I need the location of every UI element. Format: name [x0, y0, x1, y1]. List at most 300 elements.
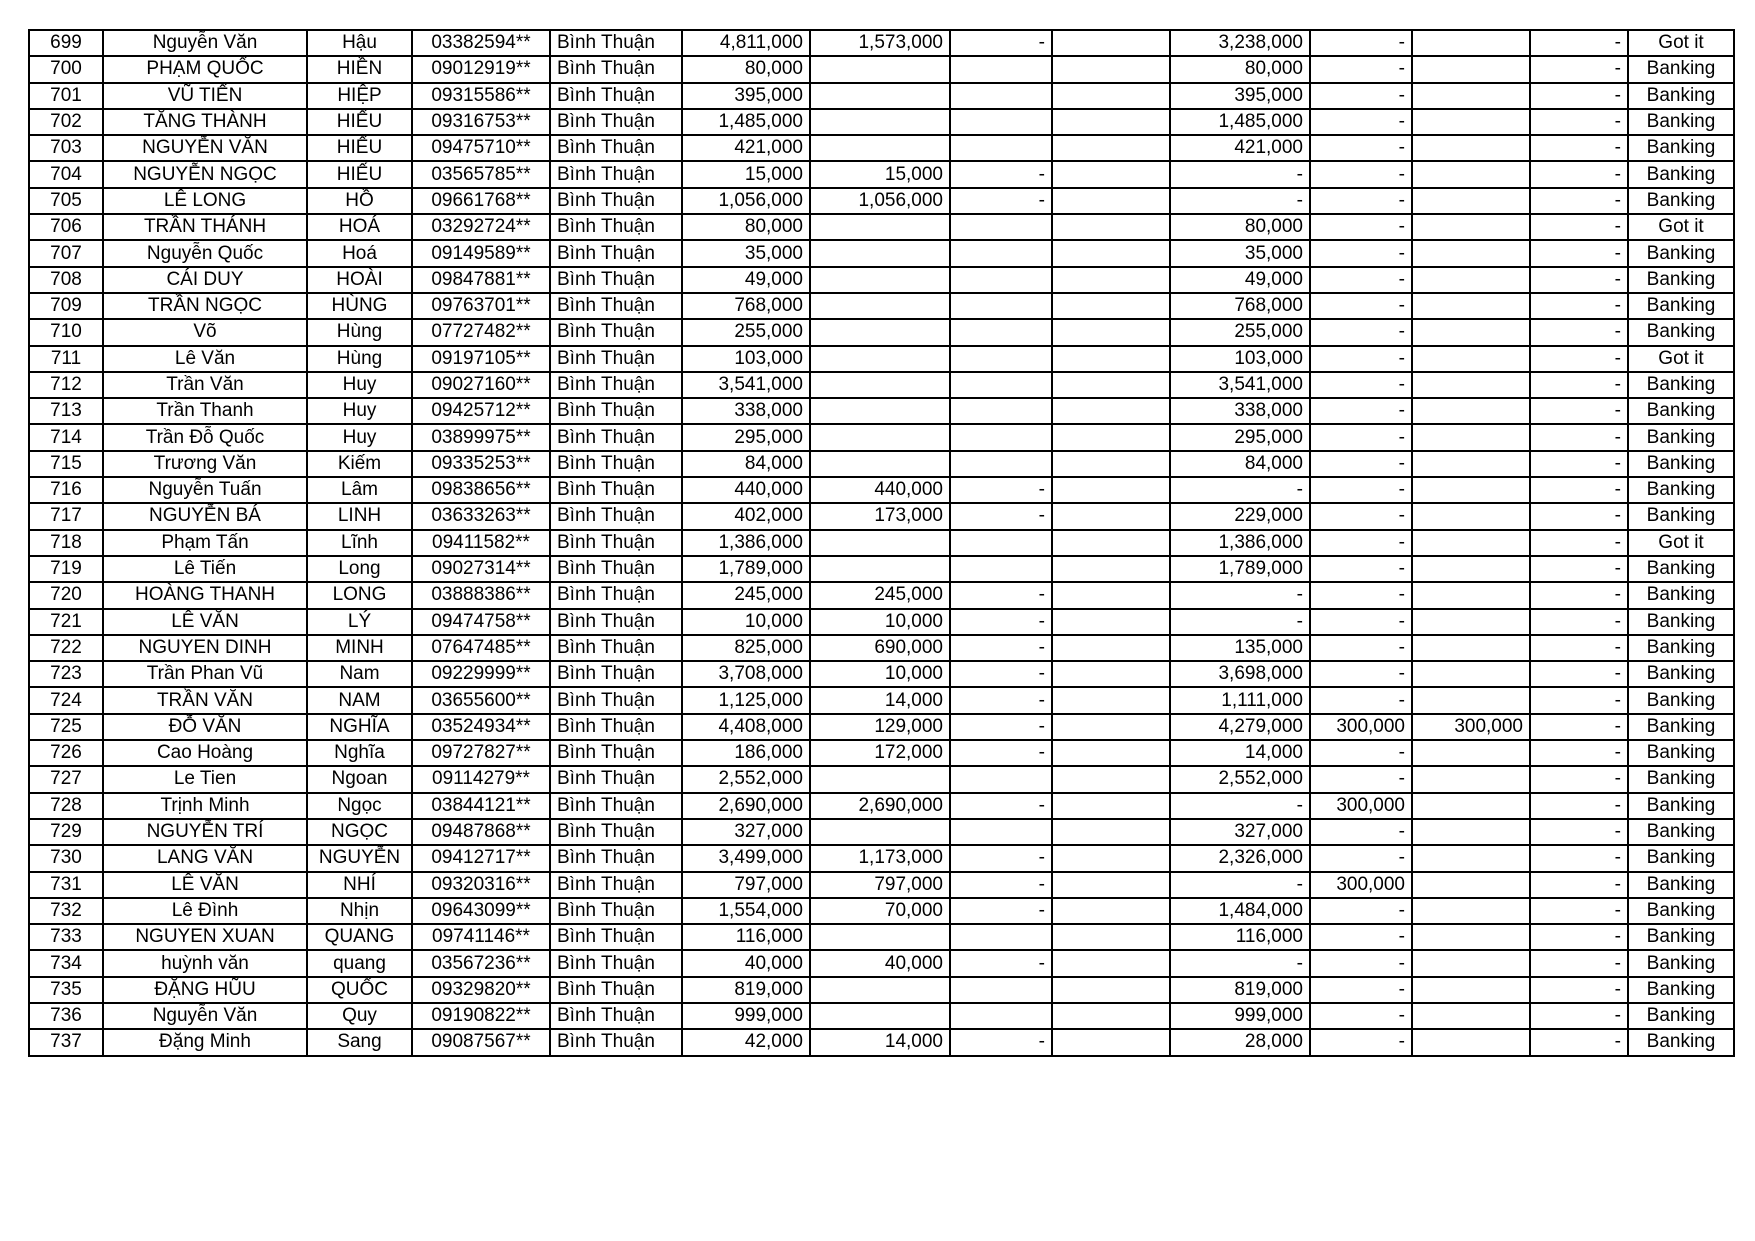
cell-first-name: Đặng Minh	[103, 1029, 307, 1055]
cell-extra-col	[1052, 451, 1170, 477]
cell-last-name: Hậu	[307, 30, 412, 56]
cell-extra-col	[1052, 819, 1170, 845]
cell-paid-amount	[810, 293, 950, 319]
cell-row-number: 721	[29, 609, 103, 635]
cell-remaining-amount: -	[1170, 872, 1310, 898]
cell-paid-dash	[950, 214, 1052, 240]
cell-last-name: Nghĩa	[307, 740, 412, 766]
cell-paid-dash	[950, 240, 1052, 266]
cell-payment-method: Banking	[1628, 477, 1734, 503]
cell-row-number: 727	[29, 766, 103, 792]
cell-remaining-amount: 49,000	[1170, 267, 1310, 293]
cell-bonus-paid	[1412, 793, 1530, 819]
cell-payment-method: Got it	[1628, 530, 1734, 556]
cell-province: Bình Thuận	[550, 109, 682, 135]
cell-status-dash: -	[1530, 188, 1628, 214]
table-row	[29, 740, 1734, 766]
table-row	[29, 950, 1734, 976]
cell-total-amount: 768,000	[682, 293, 810, 319]
cell-phone: 09087567**	[412, 1029, 550, 1055]
table-row	[29, 661, 1734, 687]
cell-payment-method: Banking	[1628, 950, 1734, 976]
cell-phone: 09027314**	[412, 556, 550, 582]
cell-bonus-paid	[1412, 83, 1530, 109]
cell-total-amount: 338,000	[682, 398, 810, 424]
table-row	[29, 293, 1734, 319]
cell-status-dash: -	[1530, 556, 1628, 582]
cell-row-number: 711	[29, 346, 103, 372]
cell-payment-method: Banking	[1628, 687, 1734, 713]
cell-phone: 03633263**	[412, 503, 550, 529]
cell-remaining-amount: -	[1170, 793, 1310, 819]
cell-bonus-amount: -	[1310, 424, 1412, 450]
cell-bonus-paid	[1412, 135, 1530, 161]
cell-extra-col	[1052, 845, 1170, 871]
cell-row-number: 734	[29, 950, 103, 976]
cell-paid-dash: -	[950, 477, 1052, 503]
cell-row-number: 705	[29, 188, 103, 214]
cell-payment-method: Banking	[1628, 319, 1734, 345]
cell-remaining-amount: 3,541,000	[1170, 372, 1310, 398]
cell-paid-dash: -	[950, 161, 1052, 187]
cell-payment-method: Banking	[1628, 556, 1734, 582]
cell-bonus-amount: -	[1310, 609, 1412, 635]
cell-remaining-amount: -	[1170, 188, 1310, 214]
cell-last-name: HIẾU	[307, 161, 412, 187]
cell-first-name: Lê Tiến	[103, 556, 307, 582]
cell-payment-method: Banking	[1628, 83, 1734, 109]
cell-row-number: 714	[29, 424, 103, 450]
cell-row-number: 715	[29, 451, 103, 477]
cell-remaining-amount: 2,326,000	[1170, 845, 1310, 871]
cell-bonus-amount: -	[1310, 766, 1412, 792]
cell-status-dash: -	[1530, 1003, 1628, 1029]
cell-first-name: LÊ LONG	[103, 188, 307, 214]
cell-phone: 09012919**	[412, 56, 550, 82]
cell-phone: 09315586**	[412, 83, 550, 109]
cell-first-name: TRẦN VĂN	[103, 687, 307, 713]
cell-status-dash: -	[1530, 635, 1628, 661]
cell-remaining-amount: 295,000	[1170, 424, 1310, 450]
cell-payment-method: Banking	[1628, 109, 1734, 135]
cell-last-name: Huy	[307, 372, 412, 398]
cell-bonus-paid	[1412, 872, 1530, 898]
cell-status-dash: -	[1530, 845, 1628, 871]
cell-bonus-amount: -	[1310, 372, 1412, 398]
cell-status-dash: -	[1530, 950, 1628, 976]
cell-paid-dash	[950, 977, 1052, 1003]
cell-last-name: NHÍ	[307, 872, 412, 898]
cell-paid-dash: -	[950, 1029, 1052, 1055]
cell-total-amount: 245,000	[682, 582, 810, 608]
cell-payment-method: Banking	[1628, 582, 1734, 608]
cell-extra-col	[1052, 635, 1170, 661]
cell-row-number: 710	[29, 319, 103, 345]
cell-bonus-paid	[1412, 293, 1530, 319]
cell-paid-amount	[810, 56, 950, 82]
cell-phone: 09316753**	[412, 109, 550, 135]
cell-paid-amount: 10,000	[810, 661, 950, 687]
cell-phone: 09412717**	[412, 845, 550, 871]
cell-total-amount: 2,552,000	[682, 766, 810, 792]
cell-paid-amount	[810, 556, 950, 582]
cell-extra-col	[1052, 398, 1170, 424]
cell-payment-method: Banking	[1628, 451, 1734, 477]
cell-last-name: Hoá	[307, 240, 412, 266]
cell-extra-col	[1052, 924, 1170, 950]
cell-total-amount: 395,000	[682, 83, 810, 109]
cell-paid-dash: -	[950, 661, 1052, 687]
cell-payment-method: Banking	[1628, 372, 1734, 398]
cell-bonus-amount: -	[1310, 477, 1412, 503]
table-row	[29, 687, 1734, 713]
cell-payment-method: Banking	[1628, 267, 1734, 293]
table-row	[29, 267, 1734, 293]
cell-bonus-paid	[1412, 582, 1530, 608]
cell-paid-dash: -	[950, 872, 1052, 898]
cell-status-dash: -	[1530, 1029, 1628, 1055]
cell-remaining-amount: 1,111,000	[1170, 687, 1310, 713]
cell-first-name: Lê Đình	[103, 898, 307, 924]
cell-extra-col	[1052, 950, 1170, 976]
cell-paid-amount	[810, 346, 950, 372]
cell-payment-method: Got it	[1628, 214, 1734, 240]
cell-status-dash: -	[1530, 924, 1628, 950]
cell-bonus-paid	[1412, 240, 1530, 266]
table-row	[29, 451, 1734, 477]
cell-total-amount: 327,000	[682, 819, 810, 845]
cell-phone: 03844121**	[412, 793, 550, 819]
table-row	[29, 530, 1734, 556]
cell-extra-col	[1052, 872, 1170, 898]
cell-status-dash: -	[1530, 977, 1628, 1003]
cell-total-amount: 255,000	[682, 319, 810, 345]
cell-paid-dash	[950, 293, 1052, 319]
cell-province: Bình Thuận	[550, 819, 682, 845]
cell-first-name: NGUYỄN TRÍ	[103, 819, 307, 845]
cell-row-number: 702	[29, 109, 103, 135]
cell-remaining-amount: 768,000	[1170, 293, 1310, 319]
cell-paid-amount	[810, 372, 950, 398]
cell-row-number: 706	[29, 214, 103, 240]
cell-phone: 03524934**	[412, 714, 550, 740]
cell-extra-col	[1052, 240, 1170, 266]
cell-status-dash: -	[1530, 161, 1628, 187]
cell-province: Bình Thuận	[550, 766, 682, 792]
cell-remaining-amount: 135,000	[1170, 635, 1310, 661]
cell-last-name: NGỌC	[307, 819, 412, 845]
table-row	[29, 135, 1734, 161]
cell-bonus-amount: 300,000	[1310, 793, 1412, 819]
table-row	[29, 872, 1734, 898]
cell-first-name: Trương Văn	[103, 451, 307, 477]
cell-last-name: Nhịn	[307, 898, 412, 924]
cell-payment-method: Banking	[1628, 977, 1734, 1003]
cell-status-dash: -	[1530, 267, 1628, 293]
cell-phone: 09763701**	[412, 293, 550, 319]
cell-extra-col	[1052, 740, 1170, 766]
cell-last-name: HIẾU	[307, 109, 412, 135]
cell-remaining-amount: -	[1170, 950, 1310, 976]
cell-province: Bình Thuận	[550, 135, 682, 161]
cell-paid-dash	[950, 530, 1052, 556]
cell-total-amount: 819,000	[682, 977, 810, 1003]
cell-status-dash: -	[1530, 83, 1628, 109]
cell-bonus-paid	[1412, 556, 1530, 582]
cell-payment-method: Banking	[1628, 635, 1734, 661]
cell-bonus-amount: -	[1310, 740, 1412, 766]
cell-last-name: Sang	[307, 1029, 412, 1055]
cell-phone: 09027160**	[412, 372, 550, 398]
table-row	[29, 609, 1734, 635]
cell-paid-amount	[810, 530, 950, 556]
cell-total-amount: 1,056,000	[682, 188, 810, 214]
cell-phone: 09425712**	[412, 398, 550, 424]
cell-remaining-amount: 14,000	[1170, 740, 1310, 766]
cell-bonus-paid	[1412, 687, 1530, 713]
cell-paid-dash	[950, 1003, 1052, 1029]
cell-status-dash: -	[1530, 135, 1628, 161]
cell-province: Bình Thuận	[550, 793, 682, 819]
cell-first-name: PHẠM QUỐC	[103, 56, 307, 82]
cell-province: Bình Thuận	[550, 267, 682, 293]
cell-first-name: TRẦN NGỌC	[103, 293, 307, 319]
cell-province: Bình Thuận	[550, 845, 682, 871]
cell-last-name: QUỐC	[307, 977, 412, 1003]
cell-row-number: 701	[29, 83, 103, 109]
cell-payment-method: Banking	[1628, 872, 1734, 898]
cell-paid-amount: 14,000	[810, 687, 950, 713]
cell-last-name: Ngoan	[307, 766, 412, 792]
cell-remaining-amount: 4,279,000	[1170, 714, 1310, 740]
cell-remaining-amount: 999,000	[1170, 1003, 1310, 1029]
cell-first-name: HOÀNG THANH	[103, 582, 307, 608]
cell-last-name: QUANG	[307, 924, 412, 950]
cell-bonus-amount: -	[1310, 346, 1412, 372]
cell-paid-dash: -	[950, 793, 1052, 819]
cell-phone: 09487868**	[412, 819, 550, 845]
cell-extra-col	[1052, 503, 1170, 529]
cell-remaining-amount: -	[1170, 582, 1310, 608]
cell-extra-col	[1052, 267, 1170, 293]
cell-bonus-paid	[1412, 319, 1530, 345]
cell-payment-method: Banking	[1628, 1029, 1734, 1055]
cell-province: Bình Thuận	[550, 1029, 682, 1055]
cell-phone: 09190822**	[412, 1003, 550, 1029]
cell-status-dash: -	[1530, 872, 1628, 898]
cell-bonus-paid	[1412, 56, 1530, 82]
cell-status-dash: -	[1530, 451, 1628, 477]
cell-phone: 09847881**	[412, 267, 550, 293]
cell-status-dash: -	[1530, 214, 1628, 240]
cell-last-name: Ngọc	[307, 793, 412, 819]
cell-last-name: Lâm	[307, 477, 412, 503]
cell-extra-col	[1052, 661, 1170, 687]
cell-extra-col	[1052, 609, 1170, 635]
cell-province: Bình Thuận	[550, 188, 682, 214]
cell-status-dash: -	[1530, 687, 1628, 713]
table-row	[29, 83, 1734, 109]
cell-bonus-amount: 300,000	[1310, 872, 1412, 898]
cell-province: Bình Thuận	[550, 582, 682, 608]
cell-first-name: LÊ VĂN	[103, 872, 307, 898]
cell-bonus-amount: -	[1310, 924, 1412, 950]
cell-phone: 03567236**	[412, 950, 550, 976]
cell-extra-col	[1052, 1029, 1170, 1055]
cell-status-dash: -	[1530, 766, 1628, 792]
cell-first-name: Nguyễn Văn	[103, 1003, 307, 1029]
cell-extra-col	[1052, 161, 1170, 187]
cell-bonus-amount: -	[1310, 845, 1412, 871]
cell-extra-col	[1052, 793, 1170, 819]
cell-province: Bình Thuận	[550, 503, 682, 529]
cell-last-name: Nam	[307, 661, 412, 687]
cell-bonus-amount: -	[1310, 214, 1412, 240]
cell-bonus-paid	[1412, 530, 1530, 556]
cell-province: Bình Thuận	[550, 214, 682, 240]
cell-phone: 09741146**	[412, 924, 550, 950]
cell-remaining-amount: 28,000	[1170, 1029, 1310, 1055]
cell-row-number: 713	[29, 398, 103, 424]
cell-total-amount: 1,789,000	[682, 556, 810, 582]
table-row	[29, 240, 1734, 266]
cell-bonus-paid	[1412, 267, 1530, 293]
cell-first-name: Nguyễn Tuấn	[103, 477, 307, 503]
cell-first-name: Nguyễn Văn	[103, 30, 307, 56]
cell-province: Bình Thuận	[550, 477, 682, 503]
cell-phone: 09474758**	[412, 609, 550, 635]
cell-row-number: 736	[29, 1003, 103, 1029]
cell-paid-dash	[950, 83, 1052, 109]
cell-province: Bình Thuận	[550, 740, 682, 766]
cell-total-amount: 40,000	[682, 950, 810, 976]
cell-status-dash: -	[1530, 30, 1628, 56]
cell-paid-dash: -	[950, 30, 1052, 56]
cell-remaining-amount: -	[1170, 477, 1310, 503]
cell-first-name: Le Tien	[103, 766, 307, 792]
cell-first-name: TĂNG THÀNH	[103, 109, 307, 135]
cell-paid-dash	[950, 319, 1052, 345]
cell-row-number: 729	[29, 819, 103, 845]
cell-paid-amount	[810, 267, 950, 293]
table-row	[29, 30, 1734, 56]
cell-paid-amount	[810, 451, 950, 477]
cell-last-name: HÙNG	[307, 293, 412, 319]
cell-payment-method: Banking	[1628, 188, 1734, 214]
cell-extra-col	[1052, 898, 1170, 924]
cell-row-number: 731	[29, 872, 103, 898]
cell-province: Bình Thuận	[550, 609, 682, 635]
cell-first-name: Trần Phan Vũ	[103, 661, 307, 687]
cell-row-number: 700	[29, 56, 103, 82]
cell-bonus-amount: -	[1310, 530, 1412, 556]
cell-remaining-amount: 229,000	[1170, 503, 1310, 529]
cell-last-name: LONG	[307, 582, 412, 608]
table-row	[29, 635, 1734, 661]
cell-row-number: 718	[29, 530, 103, 556]
cell-bonus-amount: -	[1310, 109, 1412, 135]
cell-phone: 03382594**	[412, 30, 550, 56]
cell-paid-amount: 10,000	[810, 609, 950, 635]
cell-paid-amount: 2,690,000	[810, 793, 950, 819]
cell-first-name: CÁI DUY	[103, 267, 307, 293]
cell-paid-amount	[810, 766, 950, 792]
cell-first-name: Nguyễn Quốc	[103, 240, 307, 266]
cell-phone: 03655600**	[412, 687, 550, 713]
cell-paid-amount	[810, 319, 950, 345]
cell-extra-col	[1052, 56, 1170, 82]
table-row	[29, 424, 1734, 450]
cell-first-name: TRẦN THÁNH	[103, 214, 307, 240]
cell-bonus-paid	[1412, 766, 1530, 792]
cell-phone: 07727482**	[412, 319, 550, 345]
table-row	[29, 1003, 1734, 1029]
cell-status-dash: -	[1530, 424, 1628, 450]
cell-remaining-amount: 1,485,000	[1170, 109, 1310, 135]
cell-paid-amount: 173,000	[810, 503, 950, 529]
cell-bonus-amount: -	[1310, 83, 1412, 109]
cell-first-name: ĐẶNG HŨU	[103, 977, 307, 1003]
cell-total-amount: 825,000	[682, 635, 810, 661]
cell-bonus-amount: -	[1310, 30, 1412, 56]
cell-province: Bình Thuận	[550, 30, 682, 56]
cell-extra-col	[1052, 109, 1170, 135]
cell-paid-amount: 440,000	[810, 477, 950, 503]
table-row	[29, 188, 1734, 214]
cell-paid-amount: 172,000	[810, 740, 950, 766]
cell-first-name: Trần Thanh	[103, 398, 307, 424]
cell-extra-col	[1052, 372, 1170, 398]
cell-last-name: LINH	[307, 503, 412, 529]
cell-remaining-amount: 819,000	[1170, 977, 1310, 1003]
cell-payment-method: Banking	[1628, 793, 1734, 819]
cell-total-amount: 103,000	[682, 346, 810, 372]
cell-phone: 09149589**	[412, 240, 550, 266]
cell-extra-col	[1052, 424, 1170, 450]
cell-paid-amount	[810, 240, 950, 266]
cell-province: Bình Thuận	[550, 240, 682, 266]
cell-row-number: 708	[29, 267, 103, 293]
cell-extra-col	[1052, 346, 1170, 372]
cell-payment-method: Banking	[1628, 56, 1734, 82]
cell-phone: 03899975**	[412, 424, 550, 450]
cell-phone: 03888386**	[412, 582, 550, 608]
cell-bonus-paid	[1412, 424, 1530, 450]
cell-payment-method: Banking	[1628, 766, 1734, 792]
cell-total-amount: 999,000	[682, 1003, 810, 1029]
cell-remaining-amount: 338,000	[1170, 398, 1310, 424]
cell-paid-dash: -	[950, 687, 1052, 713]
cell-province: Bình Thuận	[550, 372, 682, 398]
cell-first-name: VŨ TIẾN	[103, 83, 307, 109]
cell-bonus-paid	[1412, 451, 1530, 477]
table-row	[29, 161, 1734, 187]
cell-paid-amount	[810, 398, 950, 424]
cell-bonus-amount: -	[1310, 451, 1412, 477]
cell-paid-dash	[950, 56, 1052, 82]
cell-paid-amount: 14,000	[810, 1029, 950, 1055]
cell-last-name: HOÀI	[307, 267, 412, 293]
cell-status-dash: -	[1530, 240, 1628, 266]
cell-last-name: Huy	[307, 424, 412, 450]
cell-first-name: ĐỖ VĂN	[103, 714, 307, 740]
cell-phone: 09320316**	[412, 872, 550, 898]
cell-total-amount: 4,811,000	[682, 30, 810, 56]
cell-bonus-paid	[1412, 1029, 1530, 1055]
cell-paid-dash	[950, 372, 1052, 398]
cell-last-name: Hùng	[307, 319, 412, 345]
cell-total-amount: 80,000	[682, 56, 810, 82]
